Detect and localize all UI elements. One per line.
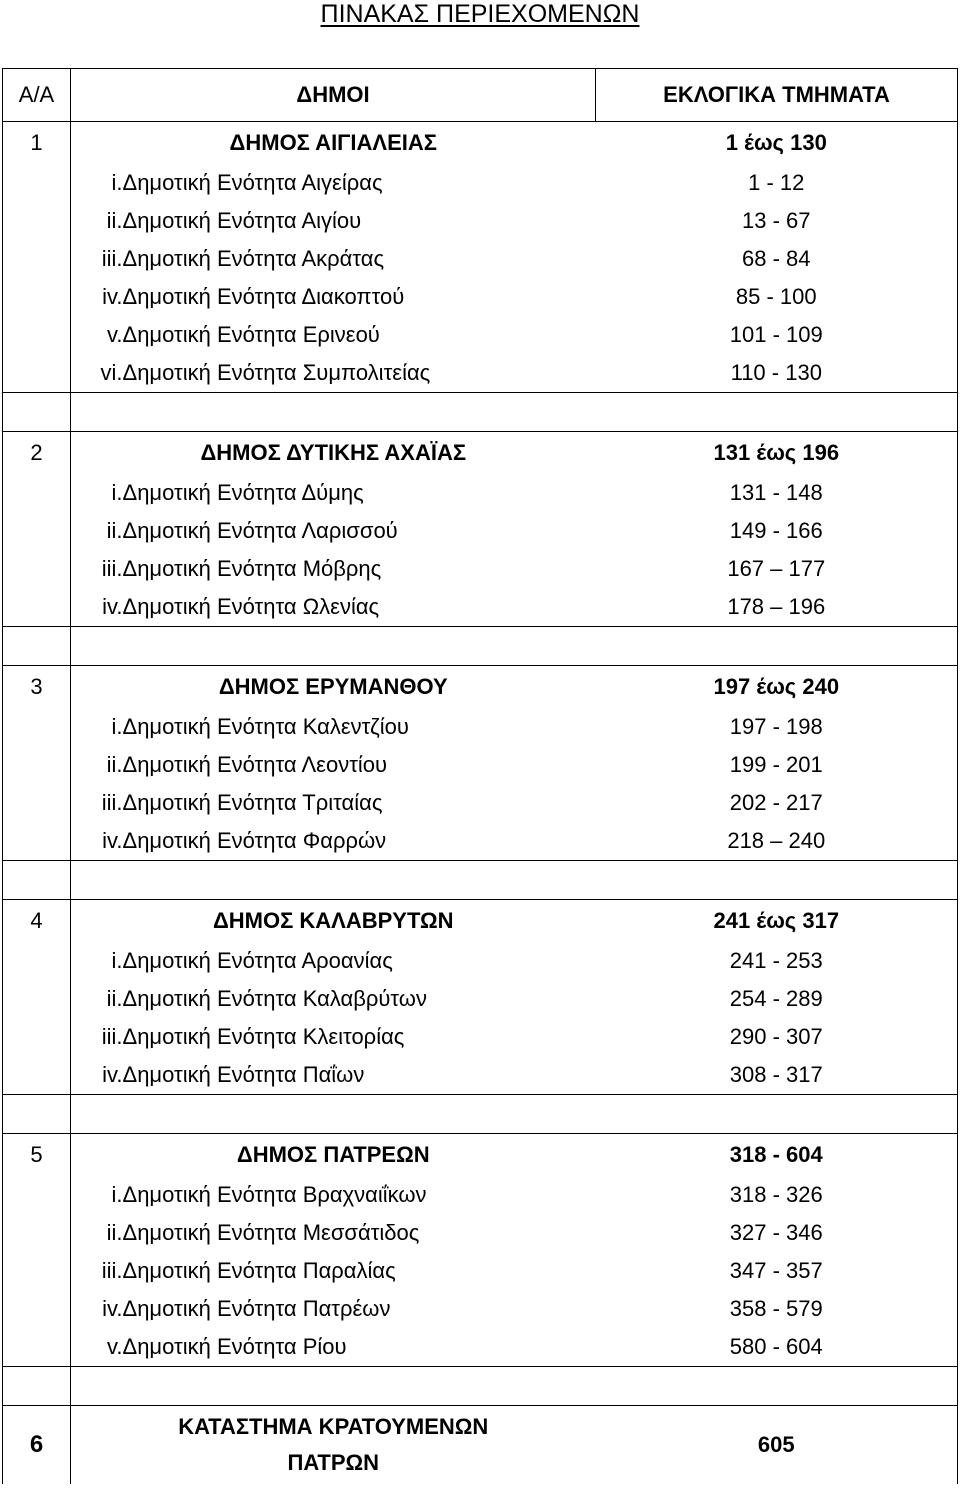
- unit-numeral: iv.: [71, 278, 123, 316]
- unit-name: Δημοτική Ενότητα Τριταίας: [122, 790, 383, 815]
- unit-name: Δημοτική Ενότητα Διακοπτού: [122, 284, 405, 309]
- unit-name: Δημοτική Ενότητα Παΐων: [122, 1062, 365, 1087]
- unit-aa-cell: [3, 784, 71, 822]
- unit-range: 1 - 12: [596, 164, 958, 202]
- unit-row: [3, 550, 958, 588]
- unit-numeral: iii.: [71, 550, 123, 588]
- unit-name: Δημοτική Ενότητα Ρίου: [122, 1334, 347, 1359]
- header-tmimata: ΕΚΛΟΓΙΚΑ ΤΜΗΜΑΤΑ: [596, 69, 958, 122]
- contents-table: [2, 68, 958, 1484]
- spacer-cell: [3, 627, 71, 666]
- unit-name: Δημοτική Ενότητα Λεοντίου: [122, 752, 388, 777]
- municipality-name: ΔΗΜΟΣ ΑΙΓΙΑΛΕΙΑΣ: [71, 122, 596, 165]
- unit-range: 580 - 604: [596, 1328, 958, 1367]
- spacer-cell: [71, 627, 958, 666]
- unit-row: [3, 474, 958, 512]
- unit-numeral: v.: [71, 316, 123, 354]
- facility-name-line1: ΚΑΤΑΣΤΗΜΑ ΚΡΑΤΟΥΜΕΝΩΝ: [178, 1414, 489, 1439]
- unit-name: Δημοτική Ενότητα Ωλενίας: [122, 594, 380, 619]
- unit-range: 85 - 100: [596, 278, 958, 316]
- unit-row: [3, 1290, 958, 1328]
- municipality-range: 318 - 604: [596, 1134, 958, 1177]
- unit-numeral: ii.: [71, 746, 123, 784]
- unit-aa-cell: [3, 746, 71, 784]
- unit-numeral: iv.: [71, 1290, 123, 1328]
- unit-row: [3, 708, 958, 746]
- unit-name: Δημοτική Ενότητα Μεσσάτιδος: [122, 1220, 420, 1245]
- unit-row: [3, 316, 958, 354]
- municipality-row: [3, 666, 958, 709]
- unit-range: 13 - 67: [596, 202, 958, 240]
- unit-name: Δημοτική Ενότητα Αροανίας: [122, 948, 393, 973]
- unit-aa-cell: [3, 1056, 71, 1095]
- unit-range: 167 – 177: [596, 550, 958, 588]
- unit-aa-cell: [3, 980, 71, 1018]
- spacer-cell: [71, 861, 958, 900]
- unit-name: Δημοτική Ενότητα Φαρρών: [122, 828, 387, 853]
- unit-range: 149 - 166: [596, 512, 958, 550]
- unit-aa-cell: [3, 202, 71, 240]
- unit-name: Δημοτική Ενότητα Μόβρης: [122, 556, 382, 581]
- spacer-row: [3, 1095, 958, 1134]
- unit-numeral: ii.: [71, 980, 123, 1018]
- header-row: [3, 69, 958, 122]
- spacer-cell: [3, 393, 71, 432]
- facility-number: 6: [3, 1406, 71, 1485]
- unit-row: [3, 240, 958, 278]
- unit-row: [3, 1214, 958, 1252]
- unit-row: [3, 1176, 958, 1214]
- unit-aa-cell: [3, 474, 71, 512]
- unit-aa-cell: [3, 942, 71, 980]
- unit-numeral: v.: [71, 1328, 123, 1367]
- unit-name: Δημοτική Ενότητα Καλαβρύτων: [122, 986, 427, 1011]
- facility-name: [71, 1406, 596, 1485]
- unit-name: Δημοτική Ενότητα Αιγίου: [122, 208, 362, 233]
- unit-numeral: ii.: [71, 202, 123, 240]
- unit-name: Δημοτική Ενότητα Κλειτορίας: [122, 1024, 405, 1049]
- unit-numeral: i.: [71, 1176, 123, 1214]
- unit-numeral: vi.: [71, 354, 123, 393]
- unit-numeral: iv.: [71, 1056, 123, 1095]
- municipality-number: 3: [3, 666, 71, 709]
- municipality-range: 1 έως 130: [596, 122, 958, 165]
- municipality-row: [3, 122, 958, 165]
- unit-numeral: iii.: [71, 1018, 123, 1056]
- unit-aa-cell: [3, 1252, 71, 1290]
- unit-numeral: iv.: [71, 588, 123, 627]
- unit-aa-cell: [3, 316, 71, 354]
- unit-range: 101 - 109: [596, 316, 958, 354]
- unit-numeral: ii.: [71, 512, 123, 550]
- unit-aa-cell: [3, 708, 71, 746]
- municipality-number: 4: [3, 900, 71, 943]
- unit-aa-cell: [3, 354, 71, 393]
- facility-range: 605: [596, 1406, 958, 1485]
- unit-aa-cell: [3, 512, 71, 550]
- unit-numeral: iv.: [71, 822, 123, 861]
- municipality-range: 197 έως 240: [596, 666, 958, 709]
- unit-numeral: ii.: [71, 1214, 123, 1252]
- header-aa: Α/Α: [3, 69, 71, 122]
- unit-numeral: i.: [71, 942, 123, 980]
- unit-aa-cell: [3, 550, 71, 588]
- unit-name: Δημοτική Ενότητα Ερινεού: [122, 322, 380, 347]
- unit-row: [3, 746, 958, 784]
- unit-range: 290 - 307: [596, 1018, 958, 1056]
- municipality-name: ΔΗΜΟΣ ΠΑΤΡΕΩΝ: [71, 1134, 596, 1177]
- unit-aa-cell: [3, 1290, 71, 1328]
- unit-range: 202 - 217: [596, 784, 958, 822]
- municipality-row: [3, 900, 958, 943]
- unit-range: 254 - 289: [596, 980, 958, 1018]
- unit-aa-cell: [3, 822, 71, 861]
- spacer-cell: [3, 1095, 71, 1134]
- unit-name: Δημοτική Ενότητα Βραχναιΐκων: [122, 1182, 427, 1207]
- header-dimoi: ΔΗΜΟΙ: [71, 69, 596, 122]
- unit-row: [3, 980, 958, 1018]
- spacer-row: [3, 1367, 958, 1406]
- unit-aa-cell: [3, 1176, 71, 1214]
- unit-range: 358 - 579: [596, 1290, 958, 1328]
- unit-numeral: i.: [71, 708, 123, 746]
- municipality-range: 241 έως 317: [596, 900, 958, 943]
- facility-row: [3, 1406, 958, 1485]
- unit-name: Δημοτική Ενότητα Δύμης: [122, 480, 364, 505]
- unit-name: Δημοτική Ενότητα Ακράτας: [122, 246, 385, 271]
- municipality-name: ΔΗΜΟΣ ΚΑΛΑΒΡΥΤΩΝ: [71, 900, 596, 943]
- unit-row: [3, 1252, 958, 1290]
- unit-row: [3, 512, 958, 550]
- spacer-cell: [71, 393, 958, 432]
- unit-range: 241 - 253: [596, 942, 958, 980]
- unit-numeral: i.: [71, 164, 123, 202]
- unit-name: Δημοτική Ενότητα Παραλίας: [122, 1258, 396, 1283]
- unit-row: [3, 784, 958, 822]
- unit-numeral: iii.: [71, 1252, 123, 1290]
- unit-aa-cell: [3, 1018, 71, 1056]
- unit-range: 110 - 130: [596, 354, 958, 393]
- municipality-name: ΔΗΜΟΣ ΕΡΥΜΑΝΘΟΥ: [71, 666, 596, 709]
- municipality-number: 5: [3, 1134, 71, 1177]
- unit-row: [3, 1056, 958, 1095]
- unit-numeral: iii.: [71, 240, 123, 278]
- spacer-row: [3, 627, 958, 666]
- unit-range: 68 - 84: [596, 240, 958, 278]
- unit-name: Δημοτική Ενότητα Λαρισσού: [122, 518, 398, 543]
- spacer-cell: [71, 1367, 958, 1406]
- spacer-cell: [3, 1367, 71, 1406]
- municipality-range: 131 έως 196: [596, 432, 958, 475]
- unit-row: [3, 164, 958, 202]
- unit-aa-cell: [3, 240, 71, 278]
- municipality-number: 2: [3, 432, 71, 475]
- unit-aa-cell: [3, 164, 71, 202]
- unit-range: 199 - 201: [596, 746, 958, 784]
- page-title: ΠΙΝΑΚΑΣ ΠΕΡΙΕΧΟΜΕΝΩΝ: [320, 0, 640, 28]
- unit-name: Δημοτική Ενότητα Καλεντζίου: [122, 714, 409, 739]
- municipality-name: ΔΗΜΟΣ ΔΥΤΙΚΗΣ ΑΧΑΪΑΣ: [71, 432, 596, 475]
- spacer-row: [3, 861, 958, 900]
- unit-range: 218 – 240: [596, 822, 958, 861]
- unit-range: 308 - 317: [596, 1056, 958, 1095]
- unit-numeral: iii.: [71, 784, 123, 822]
- unit-numeral: i.: [71, 474, 123, 512]
- municipality-number: 1: [3, 122, 71, 165]
- unit-row: [3, 588, 958, 627]
- unit-aa-cell: [3, 588, 71, 627]
- unit-range: 131 - 148: [596, 474, 958, 512]
- unit-range: 327 - 346: [596, 1214, 958, 1252]
- unit-row: [3, 1018, 958, 1056]
- unit-row: [3, 942, 958, 980]
- unit-range: 197 - 198: [596, 708, 958, 746]
- unit-range: 178 – 196: [596, 588, 958, 627]
- unit-range: 318 - 326: [596, 1176, 958, 1214]
- facility-name-line2: ΠΑΤΡΩΝ: [287, 1450, 380, 1475]
- unit-name: Δημοτική Ενότητα Πατρέων: [122, 1296, 391, 1321]
- unit-range: 347 - 357: [596, 1252, 958, 1290]
- municipality-row: [3, 432, 958, 475]
- spacer-row: [3, 393, 958, 432]
- spacer-cell: [3, 861, 71, 900]
- unit-row: [3, 278, 958, 316]
- unit-aa-cell: [3, 278, 71, 316]
- unit-name: Δημοτική Ενότητα Συμπολιτείας: [122, 360, 431, 385]
- municipality-row: [3, 1134, 958, 1177]
- unit-row: [3, 202, 958, 240]
- unit-name: Δημοτική Ενότητα Αιγείρας: [122, 170, 383, 195]
- unit-row: [3, 1328, 958, 1367]
- unit-row: [3, 822, 958, 861]
- unit-aa-cell: [3, 1328, 71, 1367]
- unit-aa-cell: [3, 1214, 71, 1252]
- spacer-cell: [71, 1095, 958, 1134]
- unit-row: [3, 354, 958, 393]
